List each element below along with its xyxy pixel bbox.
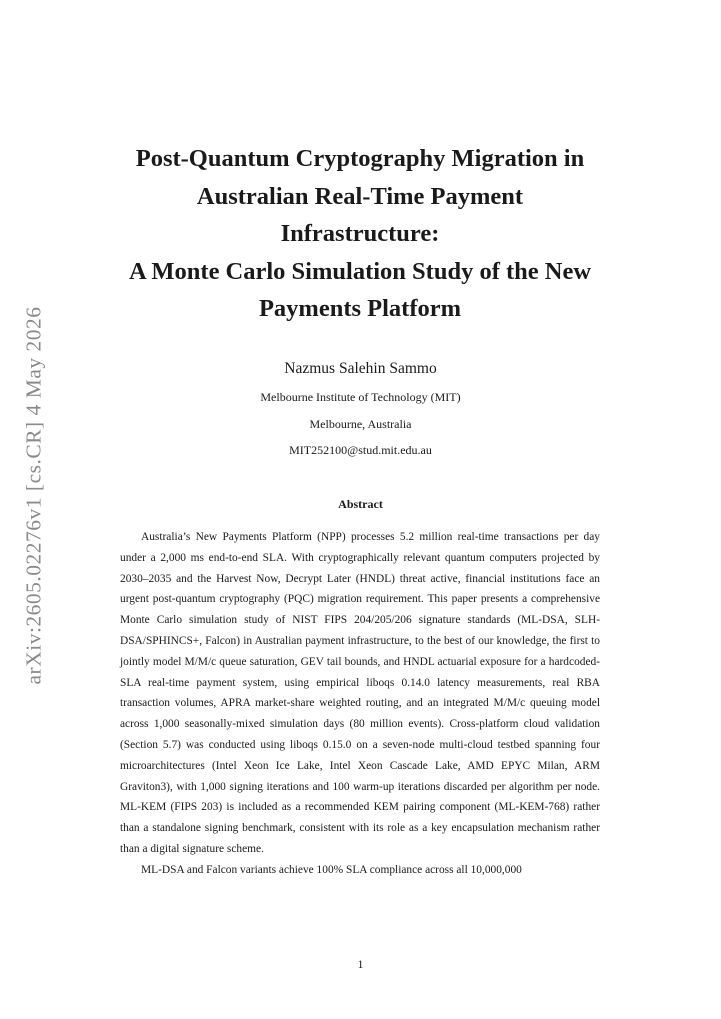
arxiv-sidebar (12, 300, 56, 690)
paper-title (60, 140, 660, 328)
title-line: Infrastructure: (280, 220, 440, 247)
author-name: Nazmus Salehin Sammo (284, 360, 437, 377)
author-affiliation: Melbourne Institute of Technology (MIT) (260, 390, 461, 404)
abstract-paragraph: ML-DSA and Falcon variants achieve 100% SLA compliance across all 10,000,000 (141, 863, 522, 876)
title-line: Post-Quantum Cryptography Migration in (135, 145, 585, 172)
page-number: 1 (357, 957, 364, 971)
abstract-heading: Abstract (338, 497, 383, 511)
arxiv-identifier: arXiv:2605.02276v1 [cs.CR] 4 May 2026 (21, 306, 46, 684)
title-line: Payments Platform (258, 295, 462, 322)
abstract-paragraph: Australia’s New Payments Platform (NPP) processes 5.2 million real-time transactions per day under a 2,000 ms end-to-end SLA. With cryptographically relevant quantum computers projected by 2030–2035 and the Harvest Now, Decrypt Later (HNDL) threat active, financial institutions face an urgent post-quantum cryptography (PQC) migration requirement. This paper presents a comprehensive Monte Carlo simulation study of NIST FIPS 204/205/206 signature standards (ML-DSA, SLH-DSA/SPHINCS+, Falcon) in Australian payment infrastructure, to the best of our knowledge, the first to jointly model M/M/c queue saturation, GEV tail bounds, and HNDL actuarial exposure for a hardcoded-SLA real-time payment system, using empirical liboqs 0.14.0 latency measurements, real RBA transaction volumes, APRA market-share weighted routing, and an integrated M/M/c queuing model across 1,000 seasonally-mixed simulation days (80 million events). Cross-platform cloud validation (Section 5.7) was conducted using liboqs 0.15.0 on a seven-node multi-cloud testbed spanning four microarchitectures (Intel Xeon Ice Lake, Intel Xeon Cascade Lake, AMD EPYC Milan, ARM Graviton3), with 1,000 signing iterations and 100 warm-up iterations discarded per algorithm per node. ML-KEM (FIPS 203) is included as a recommended KEM pairing component (ML-KEM-768) rather than a standalone signing benchmark, consistent with its role as a key encapsulation mechanism rather than a digital signature scheme. (120, 531, 600, 855)
author-location: Melbourne, Australia (309, 417, 412, 431)
title-line: A Monte Carlo Simulation Study of the New (128, 257, 592, 285)
author-email: MIT252100@stud.mit.edu.au (289, 443, 432, 457)
title-line: Australian Real-Time Payment (196, 182, 524, 210)
abstract-body (120, 527, 600, 881)
